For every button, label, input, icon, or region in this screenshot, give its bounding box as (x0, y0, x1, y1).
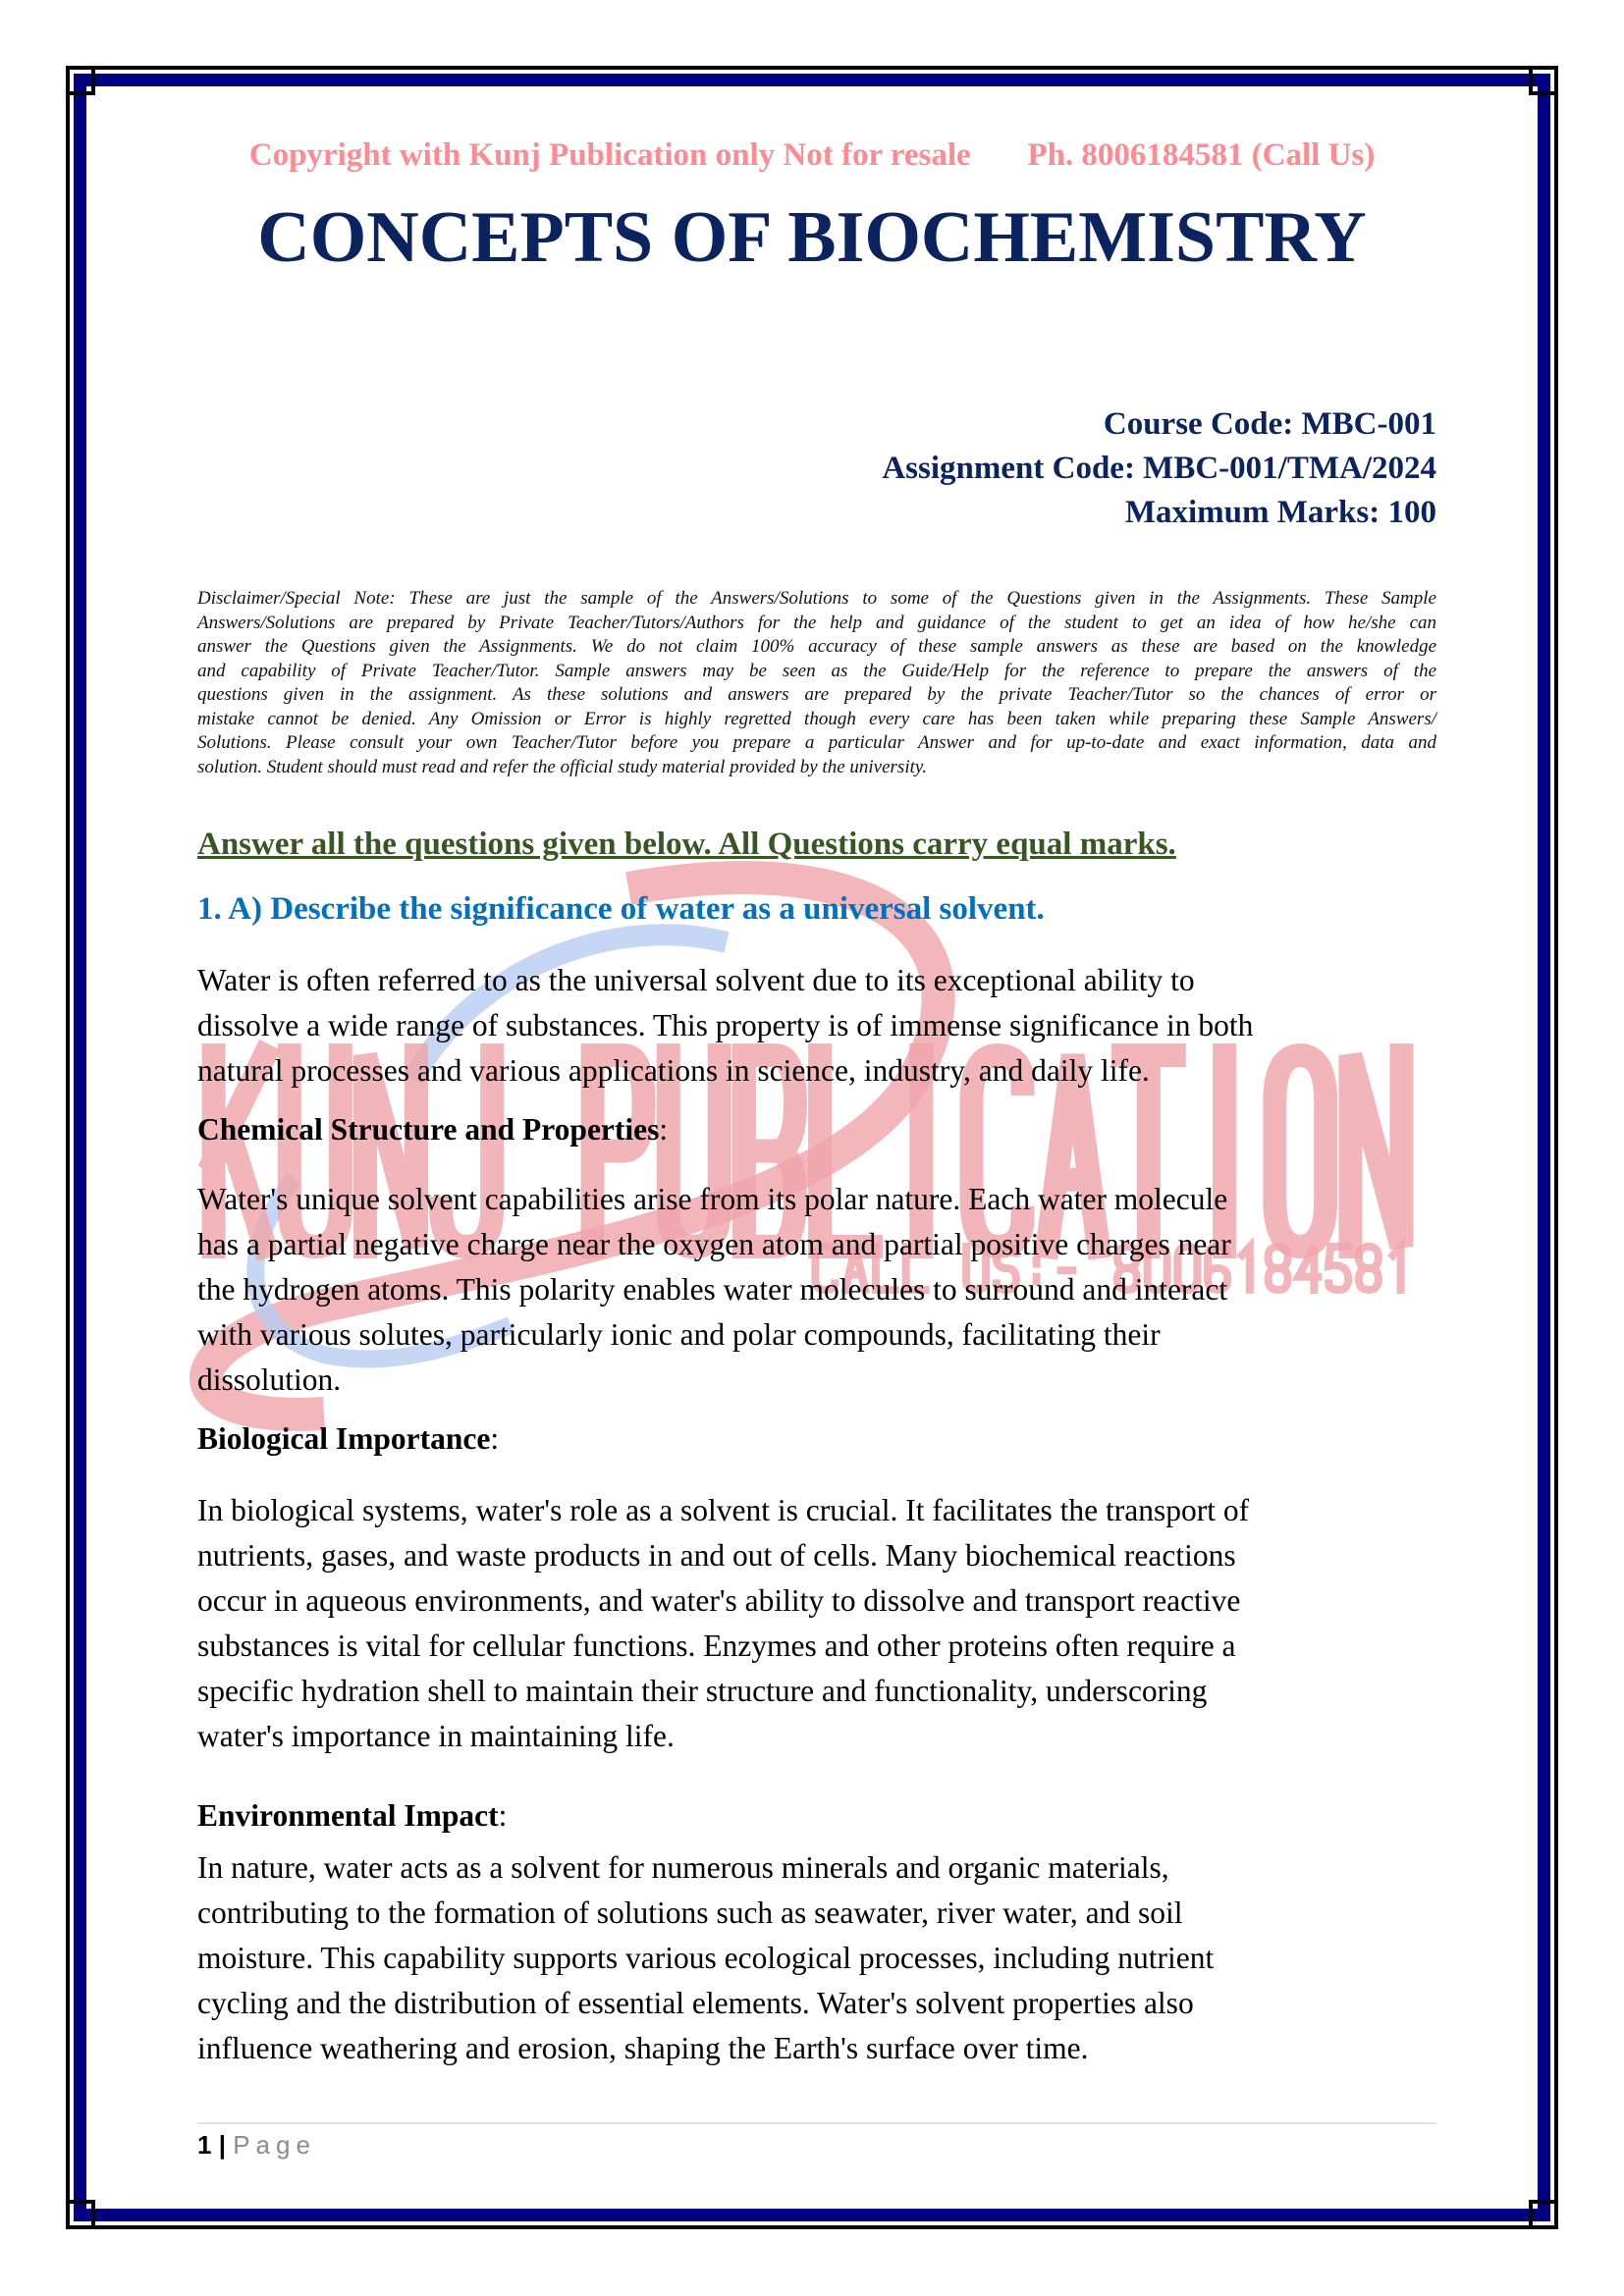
border-corner (1529, 66, 1558, 95)
paragraph-line: cycling and the distribution of essential elements. Water's solvent properties also (197, 1986, 1194, 2020)
paragraph (197, 1488, 1436, 1759)
paragraph-line: dissolve a wide range of substances. This property is of immense significance in both (197, 1008, 1254, 1042)
footer-divider (197, 2122, 1436, 2124)
page-label: Page (233, 2130, 316, 2160)
heading-colon: : (659, 1112, 669, 1147)
paragraph-line: water's importance in maintaining life. (197, 1719, 675, 1753)
paragraph-line: influence weathering and erosion, shaping the Earth's surface over time. (197, 2031, 1089, 2065)
disclaimer (197, 587, 1436, 779)
copyright-notice (0, 137, 1624, 174)
section-heading-text: Chemical Structure and Properties (197, 1112, 660, 1147)
copyright-text: Copyright with Kunj Publication only Not for resale (248, 137, 971, 173)
disclaimer-line: mistake cannot be denied. Any Omission or Error is highly regretted though every care has been taken while preparing these Sample Answers/ (197, 708, 1436, 729)
paragraph-line: natural processes and various applications in science, industry, and daily life. (197, 1053, 1150, 1088)
paragraph-line: In nature, water acts as a solvent for numerous minerals and organic materials, (197, 1850, 1169, 1885)
heading-colon: : (490, 1421, 500, 1456)
border-corner (66, 66, 95, 95)
course-codes (882, 402, 1436, 535)
section-heading (197, 1112, 668, 1148)
disclaimer-line: solution. Student should must read and refer the official study material provided by the university. (197, 756, 928, 777)
phone-text: Ph. 8006184581 (Call Us) (1027, 137, 1376, 173)
instruction-heading: Answer all the questions given below. All Questions carry equal marks. (197, 827, 1176, 862)
section-heading (197, 1798, 507, 1834)
paragraph-line: dissolution. (197, 1362, 342, 1397)
disclaimer-line: answer the Questions given the Assignments. We do not claim 100% accuracy of these sample answers as these are based on the knowledge (197, 636, 1436, 657)
page-title: CONCEPTS OF BIOCHEMISTRY (257, 197, 1367, 278)
assignment-code: Assignment Code: MBC-001/TMA/2024 (882, 451, 1436, 486)
paragraph-line: moisture. This capability supports various ecological processes, including nutrient (197, 1941, 1215, 1975)
disclaimer-line: questions given in the assignment. As these solutions and answers are prepared by the private Teacher/Tutor so the chances of error or (197, 684, 1436, 705)
paragraph-line: specific hydration shell to maintain their structure and functionality, underscoring (197, 1674, 1208, 1708)
section-heading (197, 1421, 499, 1457)
paragraph-line: has a partial negative charge near the oxygen atom and partial positive charges near (197, 1227, 1231, 1261)
question-heading: 1. A) Describe the significance of water as a universal solvent. (197, 891, 1045, 927)
course-code: Course Code: MBC-001 (1103, 406, 1436, 442)
disclaimer-line: Disclaimer/Special Note: These are just the sample of the Answers/Solutions to some of the Questions given in the Assignments. These Sample (197, 588, 1436, 609)
paragraph (197, 1177, 1436, 1403)
paragraph-line: substances is vital for cellular functions. Enzymes and other proteins often require a (197, 1629, 1236, 1663)
page-footer (197, 2130, 316, 2161)
disclaimer-line: Answers/Solutions are prepared by Private Teacher/Tutors/Authors for the help and guidance of the student to get an idea of how he/she can (197, 612, 1436, 633)
section-heading-text: Environmental Impact (197, 1798, 499, 1833)
paragraph-line: occur in aqueous environments, and water's ability to dissolve and transport reactive (197, 1583, 1241, 1618)
heading-colon: : (498, 1798, 508, 1833)
maximum-marks: Maximum Marks: 100 (1124, 495, 1436, 530)
border-corner (1529, 2200, 1558, 2229)
disclaimer-line: Solutions. Please consult your own Teacher/Tutor before you prepare a particular Answer and for up-to-date and exact information, data and (197, 732, 1436, 753)
section-heading-text: Biological Importance (197, 1421, 491, 1456)
border-corner (66, 2200, 95, 2229)
paragraph (197, 958, 1436, 1094)
footer-separator: | (218, 2130, 226, 2160)
paragraph-line: Water's unique solvent capabilities arise from its polar nature. Each water molecule (197, 1182, 1228, 1216)
paragraph-line: Water is often referred to as the universal solvent due to its exceptional ability to (197, 963, 1195, 997)
paragraph-line: In biological systems, water's role as a solvent is crucial. It facilitates the transport of (197, 1493, 1250, 1527)
paragraph-line: with various solutes, particularly ionic and polar compounds, facilitating their (197, 1317, 1161, 1352)
paragraph-line: the hydrogen atoms. This polarity enables water molecules to surround and interact (197, 1272, 1228, 1307)
paragraph-line: contributing to the formation of solutions such as seawater, river water, and soil (197, 1896, 1183, 1930)
paragraph (197, 1845, 1436, 2071)
page-number: 1 (197, 2130, 212, 2160)
paragraph-line: nutrients, gases, and waste products in and out of cells. Many biochemical reactions (197, 1538, 1236, 1573)
disclaimer-line: and capability of Private Teacher/Tutor. Sample answers may be seen as the Guide/Help for the reference to prepare the answers of the (197, 660, 1436, 681)
